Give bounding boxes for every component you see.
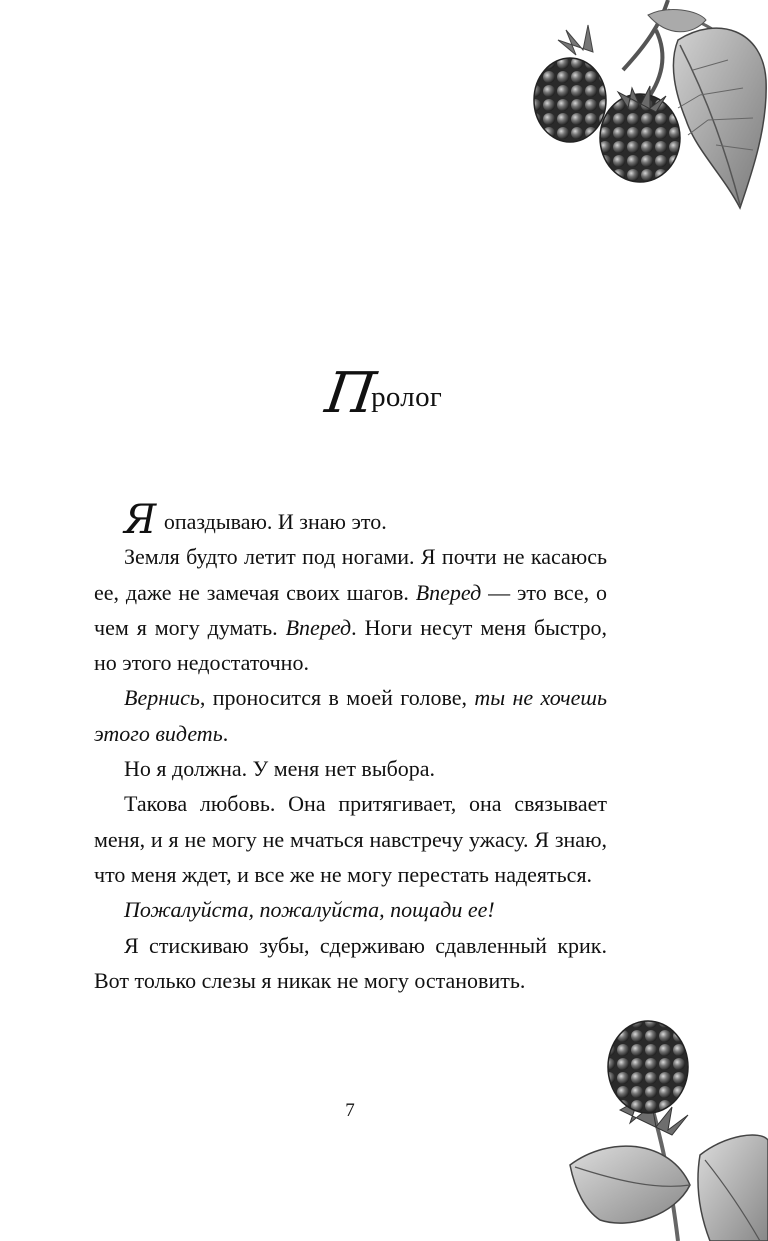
raspberry-illustration-top [528, 0, 768, 215]
paragraph-3-text-d: . [222, 720, 229, 746]
paragraph-4: Но я должна. У меня нет выбора. [124, 756, 436, 782]
chapter-title-initial: П [321, 361, 380, 426]
paragraph-2-italic-d: Вперед [285, 614, 352, 640]
paragraph-1-text: опаздываю. И знаю это. [158, 509, 387, 534]
paragraph-3-text-b: , проносится в моей голове, [199, 685, 475, 711]
paragraph-3 [94, 680, 607, 751]
drop-cap: Я [124, 497, 157, 543]
raspberry-illustration-bottom [560, 1015, 768, 1241]
chapter-title [0, 361, 768, 427]
paragraph-2-text-e: . Ноги несут меня быстро, но этого недостаточно. [94, 614, 607, 676]
paragraph-1 [94, 497, 607, 543]
paragraph-3-italic-a: Вернись [124, 685, 200, 711]
paragraph-6: Пожалуйста, пожалуйста, пощади ее! [124, 897, 495, 923]
page-number: 7 [345, 1100, 355, 1121]
paragraph-3-italic-c: ты не хочешь этого видеть [94, 685, 608, 746]
paragraph-2-italic-b: Вперед [415, 579, 482, 605]
chapter-text [94, 497, 608, 998]
paragraph-2-text-c: — это все, о чем я могу думать. [94, 579, 607, 640]
paragraph-5: Такова любовь. Она притягивает, она связывает меня, и я не могу не мчаться навстречу ужасу. Я знаю, что меня ждет, и все же не могу перестать надеяться. [94, 791, 607, 887]
paragraph-2-text-a: Земля будто летит под ногами. Я почти не касаюсь ее, даже не замечая своих шагов. [94, 544, 607, 605]
paragraph-2 [94, 539, 607, 680]
chapter-title-rest: ролог [371, 381, 443, 413]
paragraph-7: Я стискиваю зубы, сдерживаю сдавленный крик. Вот только слезы я никак не могу остановить. [94, 932, 607, 993]
